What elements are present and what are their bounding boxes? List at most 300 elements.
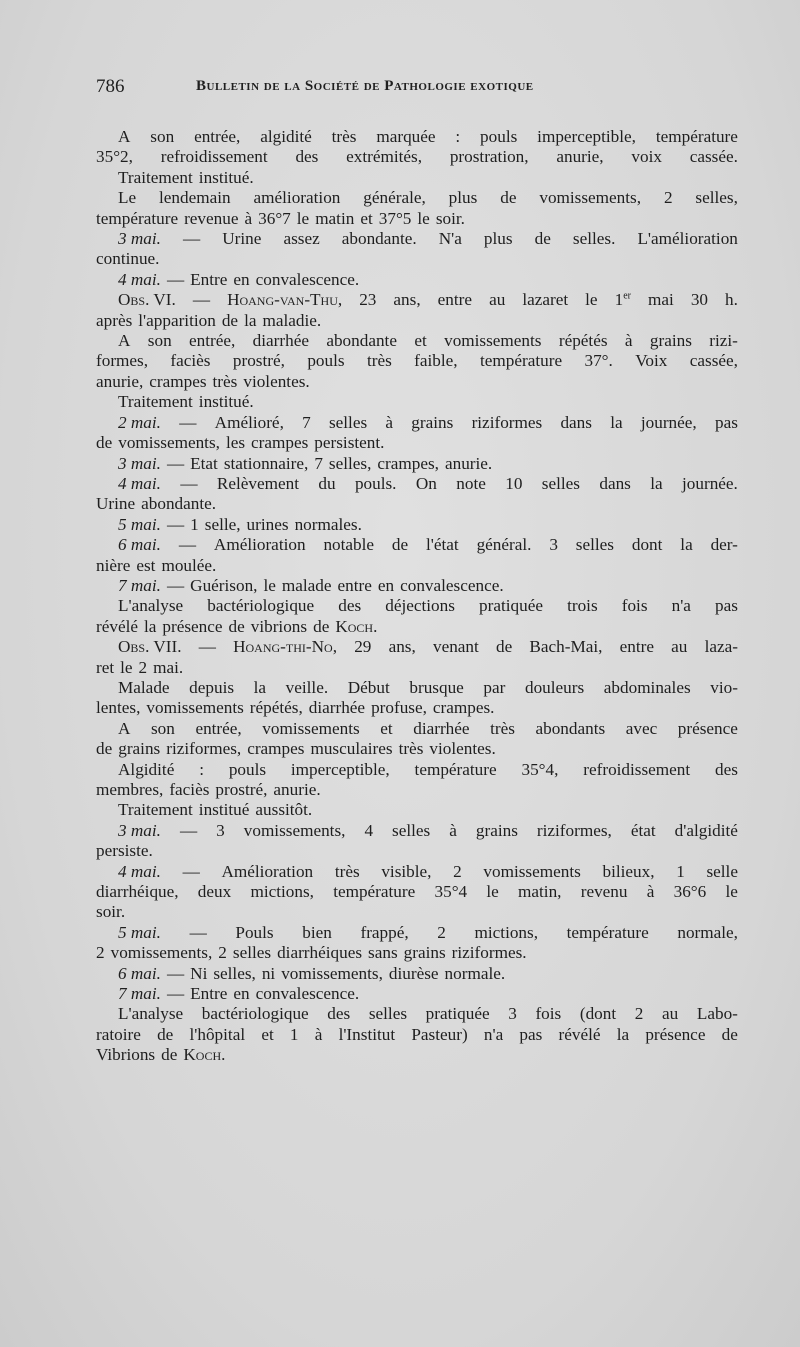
word: vomissements — [262, 718, 360, 738]
text-line — [96, 576, 738, 596]
word: Algidité — [118, 759, 175, 779]
word: en — [377, 575, 395, 595]
word: ret — [96, 657, 115, 677]
word: (dont — [579, 1004, 617, 1024]
word: grains — [411, 412, 454, 432]
word: moulée. — [161, 555, 217, 575]
word: des — [327, 1004, 351, 1024]
word: crampes. — [432, 698, 495, 718]
word: pouls — [228, 759, 267, 779]
word: abondante. — [141, 494, 217, 514]
word: dans — [560, 412, 592, 432]
word: le — [296, 208, 310, 228]
word: est — [136, 555, 156, 575]
word: musculaires — [310, 739, 393, 759]
word: le — [585, 290, 598, 310]
word: riziformes — [471, 412, 543, 432]
word: — — [180, 473, 198, 493]
text-line — [96, 719, 738, 739]
text-line — [96, 147, 738, 167]
word: 1 — [190, 514, 199, 534]
word: 2 — [634, 1004, 644, 1024]
word: riziformes, — [536, 820, 612, 840]
word: au — [661, 1004, 679, 1024]
word: pouls — [480, 127, 518, 146]
word: revenu — [580, 882, 628, 902]
text-line — [96, 454, 738, 474]
word: pas — [519, 1024, 543, 1044]
word: stationnaire, — [223, 453, 309, 473]
word: vomissements, — [243, 820, 346, 840]
word: la — [680, 535, 693, 555]
word: bien — [302, 922, 332, 942]
word: mictions, — [250, 882, 314, 902]
word: marquée — [376, 127, 436, 146]
word: Koch. — [183, 1045, 226, 1065]
word: Labo- — [696, 1004, 738, 1024]
word: d'algidité — [674, 820, 738, 840]
word: de — [96, 433, 113, 453]
word: normales. — [294, 514, 362, 534]
word: convalescence. — [255, 269, 360, 289]
word: 37°5 — [378, 208, 412, 228]
word: abondante. — [341, 229, 417, 249]
word: 4 mai. — [118, 269, 161, 289]
word: de — [221, 310, 239, 330]
text-line — [96, 209, 738, 229]
word: de — [96, 739, 113, 759]
word: diarrhée — [413, 718, 470, 738]
word: 35°4 — [434, 882, 468, 902]
word: persistent. — [314, 433, 385, 453]
word: à — [244, 208, 253, 228]
word: institué — [198, 800, 250, 820]
word: entre — [619, 637, 654, 657]
word: vio- — [710, 677, 738, 697]
word: — — [179, 412, 197, 432]
word: der- — [710, 535, 738, 555]
word: la — [143, 616, 157, 636]
word: l'état — [426, 535, 459, 555]
word: présence — [645, 1024, 706, 1044]
text-line — [96, 617, 738, 637]
text-line — [96, 882, 738, 902]
word: de — [391, 535, 409, 555]
word: Koch. — [335, 616, 378, 636]
word: selles — [232, 943, 272, 963]
word: persiste. — [96, 841, 153, 861]
word: : — [455, 127, 461, 146]
word: au — [671, 637, 688, 657]
word: vomissements — [146, 698, 244, 718]
word: A — [118, 127, 131, 146]
word: Pasteur) — [411, 1024, 468, 1044]
word: soir. — [96, 902, 126, 922]
word: anurie. — [273, 780, 321, 799]
word: selles — [575, 535, 614, 555]
page-header — [96, 76, 738, 100]
word: entre — [437, 290, 473, 310]
word: convalescence. — [255, 984, 360, 1004]
word: — — [166, 575, 185, 595]
word: Relèvement — [216, 473, 299, 493]
text-line — [96, 923, 738, 943]
word: frappé, — [360, 922, 409, 942]
word: pas — [714, 412, 738, 432]
word: en — [233, 269, 250, 289]
word: abdominales — [603, 677, 691, 697]
word: amélioration — [253, 188, 341, 208]
word: pas — [715, 596, 738, 616]
word: cassée. — [689, 147, 738, 167]
word: Obs. VI. — [118, 290, 176, 310]
word: institué. — [198, 167, 254, 187]
word: Traitement — [118, 167, 193, 187]
text-line — [96, 902, 738, 922]
word: Obs. VII. — [118, 637, 182, 657]
word: selles — [368, 1004, 408, 1024]
word: 6 mai. — [118, 963, 161, 983]
word: de — [228, 616, 245, 636]
word: diurèse — [388, 963, 439, 983]
word: violentes. — [243, 371, 310, 391]
word: 4 — [364, 820, 374, 840]
word: trois — [567, 596, 598, 616]
text-line — [96, 515, 738, 535]
word: température — [333, 882, 416, 902]
word: 10 — [505, 473, 523, 493]
word: de — [161, 1045, 178, 1065]
word: le — [417, 208, 430, 228]
word: — — [189, 922, 207, 942]
word: — — [166, 963, 185, 983]
word: Début — [347, 677, 390, 697]
word: 7 mai. — [118, 575, 161, 595]
text-line — [96, 658, 738, 678]
word: vomissements, — [110, 943, 213, 963]
word: imperceptible, — [537, 127, 636, 146]
text-line — [96, 413, 738, 433]
word: maladie. — [262, 310, 322, 330]
word: Urine — [222, 229, 262, 249]
word: crampes — [149, 371, 207, 391]
word: Traitement — [118, 800, 193, 820]
text-line — [96, 984, 738, 1004]
word: voix — [631, 147, 662, 167]
word: 2 — [453, 861, 462, 881]
word: journée. — [682, 473, 738, 493]
word: Hoang-thi-No, — [233, 637, 337, 657]
word: fois — [535, 1004, 562, 1024]
text-line — [96, 637, 738, 657]
word: Guérison, — [190, 575, 258, 595]
word: vomissements, — [539, 188, 642, 208]
word: — — [183, 229, 201, 249]
word: Vibrions — [96, 1045, 156, 1065]
word: et — [261, 1024, 274, 1044]
word: — — [178, 535, 197, 555]
word: membres, — [96, 780, 164, 799]
text-line — [96, 372, 738, 392]
word: — — [166, 514, 185, 534]
text-line — [96, 311, 738, 331]
word: n'a — [483, 1024, 504, 1044]
word: 2 — [218, 943, 227, 963]
word: 5 mai. — [118, 514, 161, 534]
word: imperceptible, — [290, 759, 390, 779]
word: 6 mai. — [118, 535, 161, 555]
word: mai — [648, 290, 674, 310]
word: 1 — [289, 1024, 299, 1044]
word: au — [489, 290, 506, 310]
word: diarrhéiques — [277, 943, 363, 963]
word: anurie. — [444, 453, 493, 473]
word: On — [415, 473, 437, 493]
word: 3 — [508, 1004, 517, 1024]
word: état — [630, 820, 656, 840]
word: Ni — [190, 963, 208, 983]
word: notable — [323, 535, 375, 555]
word: l'hôpital — [189, 1024, 246, 1044]
word: très — [398, 739, 424, 759]
word: par — [483, 677, 506, 697]
word: son — [150, 718, 175, 738]
word: pouls — [307, 351, 345, 371]
word: le — [120, 657, 133, 677]
text-line — [96, 1045, 738, 1065]
word: normale, — [677, 922, 738, 942]
word: ans, — [388, 637, 416, 657]
word: température — [655, 127, 738, 146]
word: très — [366, 351, 392, 371]
word: mai. — [153, 657, 184, 677]
word: faciès — [169, 780, 210, 799]
word: matin — [315, 208, 355, 228]
word: convalescence. — [400, 575, 504, 595]
text-line — [96, 249, 738, 269]
word: revenue — [184, 208, 239, 228]
word: refroidissement — [160, 147, 268, 167]
word: ans, — [393, 290, 421, 310]
text-line — [96, 678, 738, 698]
word: Entre — [190, 269, 228, 289]
word: 7 — [314, 453, 323, 473]
text-line — [96, 780, 738, 800]
word: L'amélioration — [637, 229, 738, 249]
word: 3 mai. — [118, 820, 161, 840]
word: entrée, — [195, 718, 242, 738]
word: vomissements — [483, 861, 581, 881]
word: profuse, — [371, 698, 427, 718]
word: n'a — [671, 596, 691, 616]
word: refroidissement — [583, 759, 691, 779]
word: 35°4, — [521, 759, 559, 779]
word: des — [338, 596, 362, 616]
text-line — [96, 270, 738, 290]
text-line — [96, 821, 738, 841]
word: aussitôt. — [255, 800, 313, 820]
word: note — [456, 473, 486, 493]
word: crampes — [247, 739, 305, 759]
word: crampes, — [377, 453, 439, 473]
word: Etat — [190, 453, 218, 473]
word: très — [334, 861, 360, 881]
word: selles. — [572, 229, 616, 249]
word: vibrions — [250, 616, 308, 636]
word: anurie, — [96, 371, 144, 391]
word: 2 — [663, 188, 673, 208]
text-line — [96, 862, 738, 882]
word: dont — [631, 535, 663, 555]
word: sans — [368, 943, 398, 963]
word: selles — [328, 412, 368, 432]
word: de — [157, 1024, 174, 1044]
word: entrée, — [189, 331, 236, 351]
word: l'Institut — [338, 1024, 396, 1044]
word: et — [414, 331, 427, 351]
word: très — [212, 371, 238, 391]
text-line — [96, 556, 738, 576]
word: ratoire — [96, 1024, 141, 1044]
running-title: Bulletin de la Société de Pathologie exotique — [196, 78, 534, 94]
word: Amélioré, — [214, 412, 284, 432]
word: depuis — [189, 677, 235, 697]
word: selles — [541, 473, 580, 493]
word: continue. — [96, 249, 160, 269]
word: vomissements — [444, 331, 542, 351]
word: dans — [599, 473, 631, 493]
word: selles, — [328, 453, 372, 473]
word: malade — [281, 575, 332, 595]
word: température — [414, 759, 497, 779]
word: A — [118, 331, 131, 351]
word: avec — [625, 718, 658, 738]
text-line — [96, 474, 738, 494]
word: entre — [337, 575, 372, 595]
word: Traitement — [118, 392, 193, 412]
word: journée, — [640, 412, 697, 432]
text-line — [96, 290, 738, 310]
word: 2 mai. — [118, 412, 161, 432]
word: Amélioration — [213, 535, 306, 555]
word: lendemain — [159, 188, 231, 208]
word: selles, — [695, 188, 738, 208]
text-line — [96, 331, 738, 351]
word: présence — [162, 616, 223, 636]
word: Entre — [190, 984, 228, 1004]
word: diarrhée — [252, 331, 309, 351]
word: — — [166, 453, 185, 473]
word: très — [490, 718, 515, 738]
word: Urine — [96, 494, 136, 514]
word: fois — [621, 596, 648, 616]
word: — — [198, 637, 216, 657]
word: révélé — [558, 1024, 601, 1044]
text-line — [96, 739, 738, 759]
word: 7 mai. — [118, 984, 161, 1004]
word: prostré, — [215, 780, 268, 799]
word: L'analyse — [118, 596, 184, 616]
word: — — [179, 820, 198, 840]
word: — — [166, 984, 185, 1004]
word: bactériologique — [201, 1004, 309, 1024]
word: révélé — [96, 616, 138, 636]
word: température — [566, 922, 649, 942]
word: générale, — [363, 188, 426, 208]
word: répétés — [558, 331, 608, 351]
word: température — [480, 351, 563, 371]
word: répétés, — [249, 698, 303, 718]
word: anurie, — [556, 147, 604, 167]
word: bactériologique — [207, 596, 315, 616]
word: laza- — [704, 637, 738, 657]
word: à — [314, 1024, 323, 1044]
word: venant — [432, 637, 479, 657]
word: urines — [246, 514, 289, 534]
word: grains — [649, 331, 692, 351]
word: 2 — [437, 922, 446, 942]
word: 7 — [302, 412, 311, 432]
word: à — [624, 331, 633, 351]
body-text — [96, 127, 738, 1066]
text-line — [96, 433, 738, 453]
word: nière — [96, 555, 131, 575]
text-line — [96, 127, 738, 147]
word: Malade — [118, 677, 170, 697]
word: l'apparition — [138, 310, 216, 330]
word: — — [192, 290, 211, 310]
word: le — [263, 575, 276, 595]
word: vomissements, — [118, 433, 220, 453]
word: 3 — [216, 820, 225, 840]
word: 36°6 — [673, 882, 707, 902]
word: 2 — [96, 943, 105, 963]
text-line — [96, 964, 738, 984]
word: présence — [677, 718, 738, 738]
word: à — [646, 882, 655, 902]
text-line — [96, 698, 738, 718]
word: 36°7 — [258, 208, 291, 228]
word: matin, — [518, 882, 562, 902]
page-number: 786 — [96, 76, 125, 97]
word: 3 mai. — [118, 453, 161, 473]
word: N'a — [438, 229, 462, 249]
word: L'analyse — [118, 1004, 184, 1024]
word: plus — [483, 229, 513, 249]
word: 1 — [676, 861, 685, 881]
word: algidité — [260, 127, 312, 146]
word: diarrhéique, — [96, 882, 179, 902]
word: plus — [448, 188, 478, 208]
word: très — [331, 127, 357, 146]
word: 37°. — [584, 351, 613, 371]
word: 5 mai. — [118, 922, 161, 942]
word: pouls. — [354, 473, 397, 493]
text-line — [96, 351, 738, 371]
word: rizi- — [709, 331, 738, 351]
word: riziformes, — [166, 739, 242, 759]
word: deux — [197, 882, 232, 902]
text-line — [96, 800, 738, 820]
word: lazaret — [522, 290, 569, 310]
word: des — [715, 759, 738, 779]
word: du — [318, 473, 336, 493]
word: — — [166, 269, 185, 289]
text-line — [96, 494, 738, 514]
word: prostré, — [232, 351, 285, 371]
word: veille. — [285, 677, 329, 697]
word: violentes. — [429, 739, 496, 759]
